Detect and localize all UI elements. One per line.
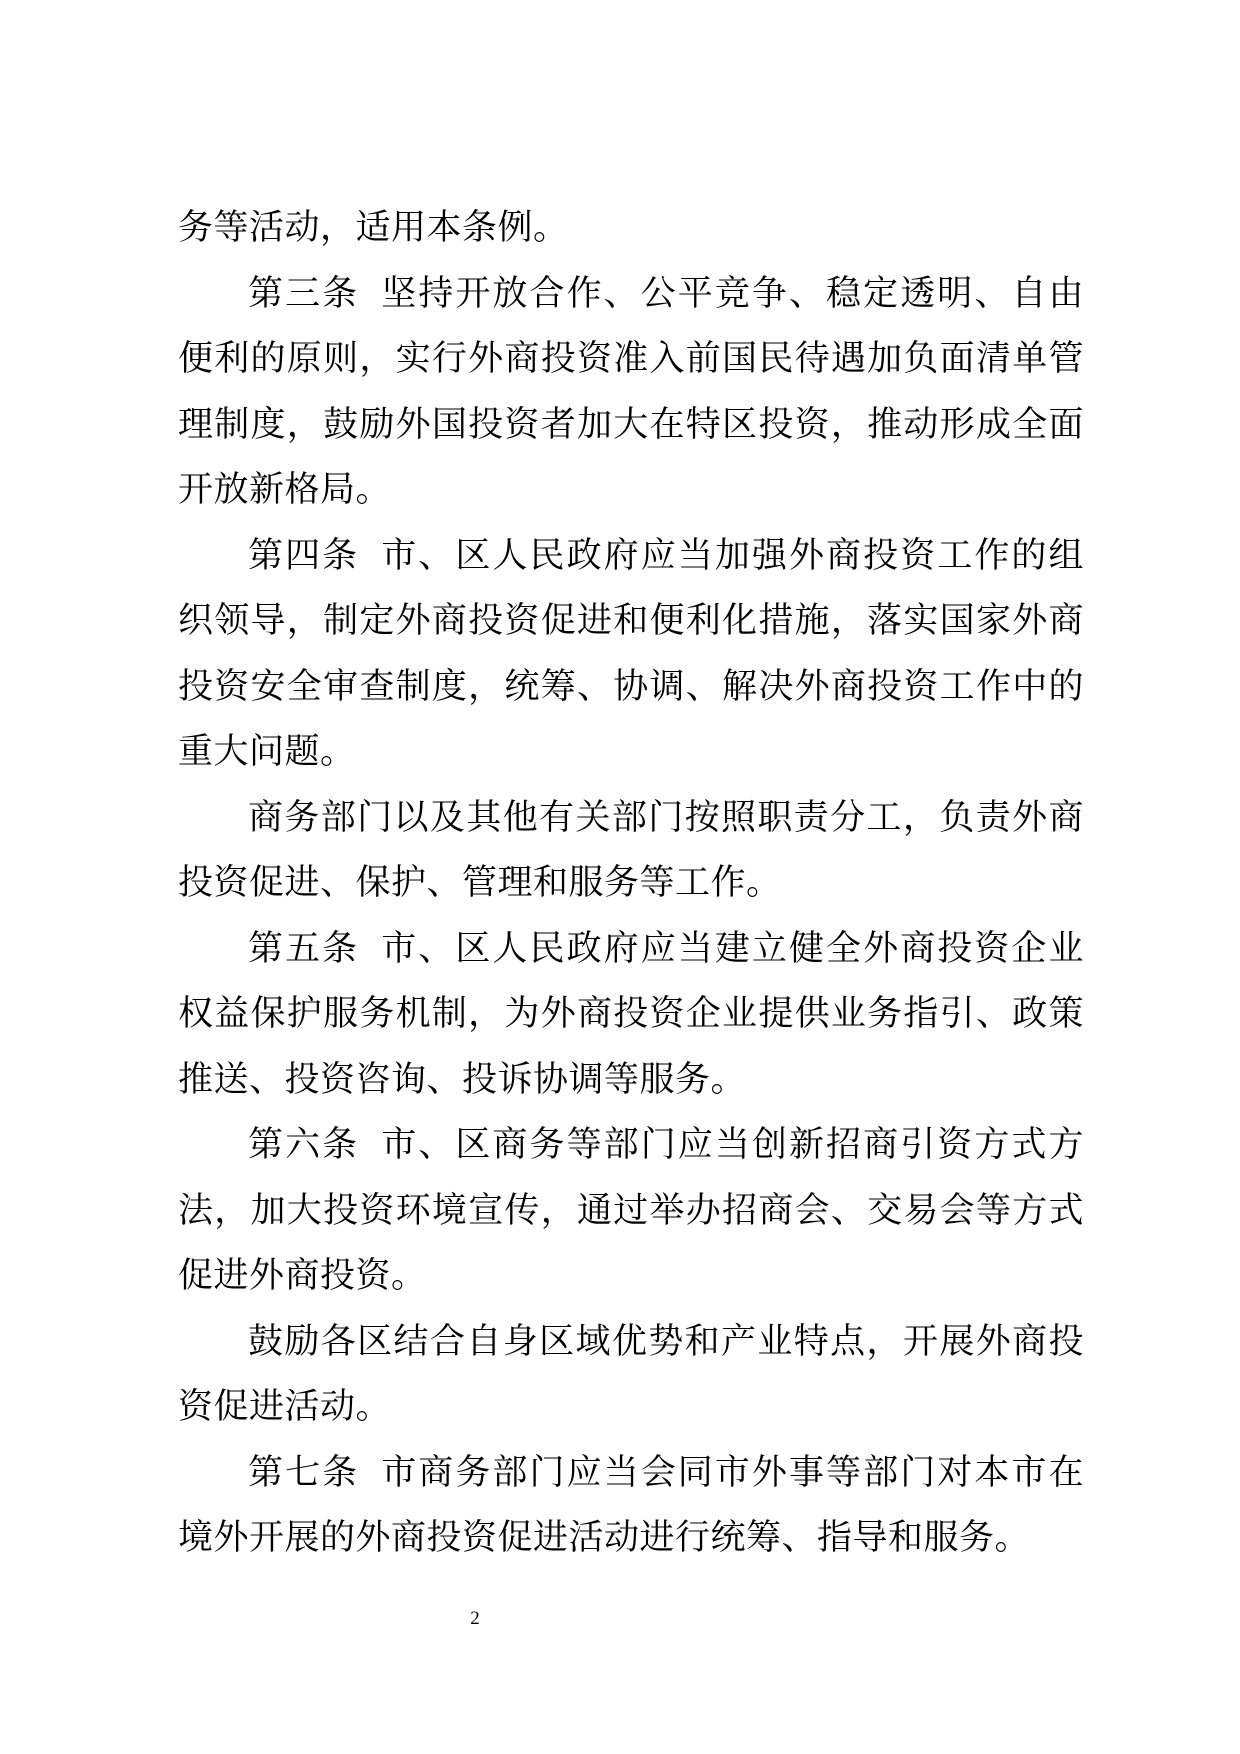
article-6-clause-2-paragraph — [178, 1310, 1084, 1441]
article-4-paragraph — [178, 524, 1084, 786]
article-3-paragraph — [178, 262, 1084, 524]
paragraph-text: 市商务部门应当会同市外事等部门对本市在境外开展的外商投资促进活动进行统筹、指导和服务。 — [178, 1452, 1084, 1558]
article-6-paragraph — [178, 1113, 1084, 1310]
paragraph-text: 鼓励各区结合自身区域优势和产业特点，开展外商投资促进活动。 — [178, 1321, 1084, 1427]
article-5-paragraph — [178, 917, 1084, 1114]
page-number: 2 — [470, 1608, 480, 1629]
article-4-clause-2-paragraph — [178, 786, 1084, 917]
paragraph-text: 坚持开放合作、公平竞争、稳定透明、自由便利的原则，实行外商投资准入前国民待遇加负面清单管理制度，鼓励外国投资者加大在特区投资，推动形成全面开放新格局。 — [178, 273, 1084, 510]
article-number: 第六条 — [248, 1125, 360, 1165]
article-number: 第七条 — [248, 1452, 360, 1493]
article-number: 第三条 — [248, 273, 360, 314]
paragraph-text: 市、区人民政府应当建立健全外商投资企业权益保护服务机制，为外商投资企业提供业务指引、政策推送、投资咨询、投诉协调等服务。 — [178, 928, 1084, 1100]
paragraph-text: 市、区人民政府应当加强外商投资工作的组织领导，制定外商投资促进和便利化措施，落实国家外商投资安全审查制度，统筹、协调、解决外商投资工作中的重大问题。 — [178, 535, 1084, 772]
article-number: 第四条 — [248, 535, 360, 576]
paragraph-continuation — [178, 196, 1084, 262]
paragraph-text: 市、区商务等部门应当创新招商引资方式方法，加大投资环境宣传，通过举办招商会、交易会等方式促进外商投资。 — [178, 1125, 1084, 1296]
article-7-paragraph — [178, 1441, 1084, 1572]
paragraph-text: 务等活动，适用本条例。 — [178, 208, 569, 248]
article-number: 第五条 — [248, 928, 360, 969]
document-body — [178, 196, 1084, 1572]
paragraph-text: 商务部门以及其他有关部门按照职责分工，负责外商投资促进、保护、管理和服务等工作。 — [178, 797, 1084, 903]
